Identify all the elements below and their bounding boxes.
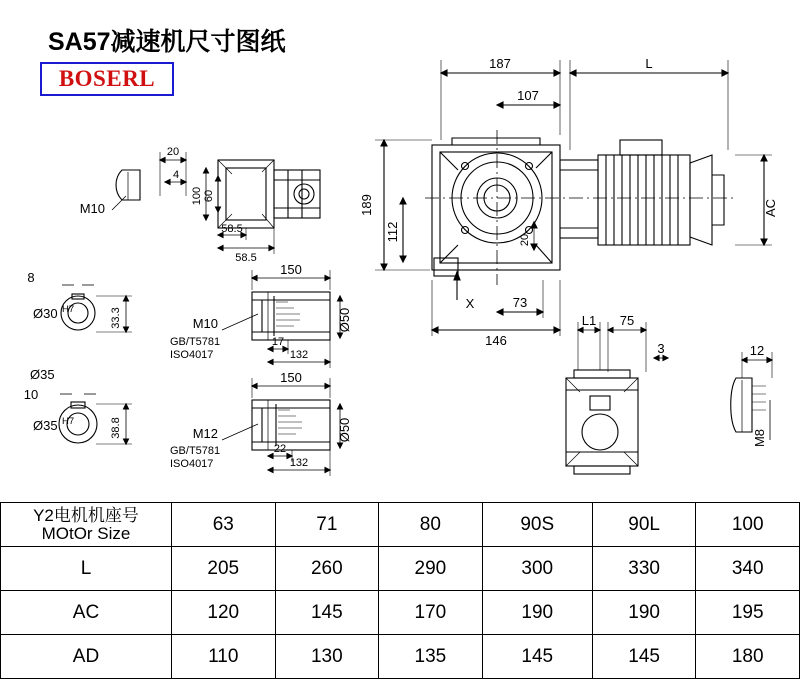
label-iso4017-upper: ISO4017: [170, 349, 214, 361]
label-M10-key: M10: [79, 201, 105, 216]
dim-112: 112: [385, 221, 400, 243]
table-size-80: 80: [379, 503, 483, 547]
dim-10: 10: [23, 387, 39, 402]
dim-150-upper: 150: [280, 262, 302, 277]
dim-58-5-b: 58.5: [235, 252, 257, 264]
dim-75: 75: [619, 313, 635, 328]
dim-187: 187: [489, 56, 511, 71]
dim-146: 146: [485, 333, 507, 348]
cell-L-80: 290: [379, 547, 483, 591]
dim-d35h7: Ø35: [33, 418, 58, 433]
cell-AC-63: 120: [172, 591, 276, 635]
row-label-L: L: [1, 547, 172, 591]
table-row: [1, 635, 800, 679]
cell-L-90s: 300: [482, 547, 592, 591]
spec-table: [0, 502, 800, 679]
cell-AC-90s: 190: [482, 591, 592, 635]
cell-L-71: 260: [275, 547, 379, 591]
dim-60: 60: [203, 189, 215, 203]
label-M12-bolt: M12: [192, 426, 218, 441]
label-X: X: [465, 296, 475, 311]
table-row: [1, 591, 800, 635]
table-size-63: 63: [172, 503, 276, 547]
dim-12: 12: [749, 343, 765, 358]
dim-38-8: 38.8: [110, 417, 122, 439]
dim-d50-upper: Ø50: [337, 307, 352, 333]
cell-AD-71: 130: [275, 635, 379, 679]
table-size-100: 100: [696, 503, 800, 547]
cell-AD-63: 110: [172, 635, 276, 679]
dim-L1: L1: [581, 313, 597, 328]
dim-20-main: 20: [519, 233, 531, 247]
dim-8: 8: [27, 270, 35, 285]
dim-33-3: 33.3: [110, 307, 122, 329]
dim-3: 3: [657, 341, 665, 356]
dim-20-detail: 20: [166, 146, 180, 158]
dim-189: 189: [359, 194, 374, 216]
cell-AD-90s: 145: [482, 635, 592, 679]
header-label-en: MOtOr Size: [41, 523, 131, 543]
dim-132-lower: 132: [289, 457, 309, 469]
cell-AD-90l: 145: [592, 635, 696, 679]
label-gbt5781-upper: GB/T5781: [170, 336, 221, 348]
dim-107: 107: [517, 88, 539, 103]
dim-4: 4: [172, 169, 180, 181]
label-iso4017-lower: ISO4017: [170, 458, 214, 470]
brand-logo-text: BOSERL: [58, 66, 156, 91]
table-size-71: 71: [275, 503, 379, 547]
dim-58-5-a: 58.5: [221, 223, 243, 235]
table-header-label: [1, 503, 172, 547]
row-label-AC: AC: [1, 591, 172, 635]
dim-132-upper: 132: [289, 349, 309, 361]
cell-AC-71: 145: [275, 591, 379, 635]
cell-L-63: 205: [172, 547, 276, 591]
dim-22: 22: [273, 443, 287, 455]
dim-d30h7-sup: H7: [62, 304, 75, 315]
label-M8: M8: [752, 428, 767, 448]
dim-17: 17: [271, 336, 285, 348]
table-row: [1, 547, 800, 591]
header-label-cn: Y2电机机座号: [33, 505, 139, 525]
label-gbt5781-lower: GB/T5781: [170, 445, 221, 457]
dim-d50-lower: Ø50: [337, 417, 352, 443]
dim-AC: AC: [763, 198, 778, 218]
cell-AD-80: 135: [379, 635, 483, 679]
cell-AC-100: 195: [696, 591, 800, 635]
cell-L-100: 340: [696, 547, 800, 591]
cell-AC-80: 170: [379, 591, 483, 635]
dim-d30h7: Ø30: [33, 306, 58, 321]
cell-AD-100: 180: [696, 635, 800, 679]
cell-L-90l: 330: [592, 547, 696, 591]
cell-AC-90l: 190: [592, 591, 696, 635]
table-size-90s: 90S: [482, 503, 592, 547]
dim-73: 73: [512, 295, 528, 310]
label-M10-bolt: M10: [192, 316, 218, 331]
dim-150-lower: 150: [280, 370, 302, 385]
page-title: SA57减速机尺寸图纸: [48, 28, 286, 56]
row-label-AD: AD: [1, 635, 172, 679]
dim-L: L: [645, 56, 653, 71]
note-d35: Ø35: [30, 367, 55, 382]
table-size-90l: 90L: [592, 503, 696, 547]
table-header-row: [1, 503, 800, 547]
dim-100: 100: [191, 186, 203, 206]
dim-d35h7-sup: H7: [62, 416, 75, 427]
